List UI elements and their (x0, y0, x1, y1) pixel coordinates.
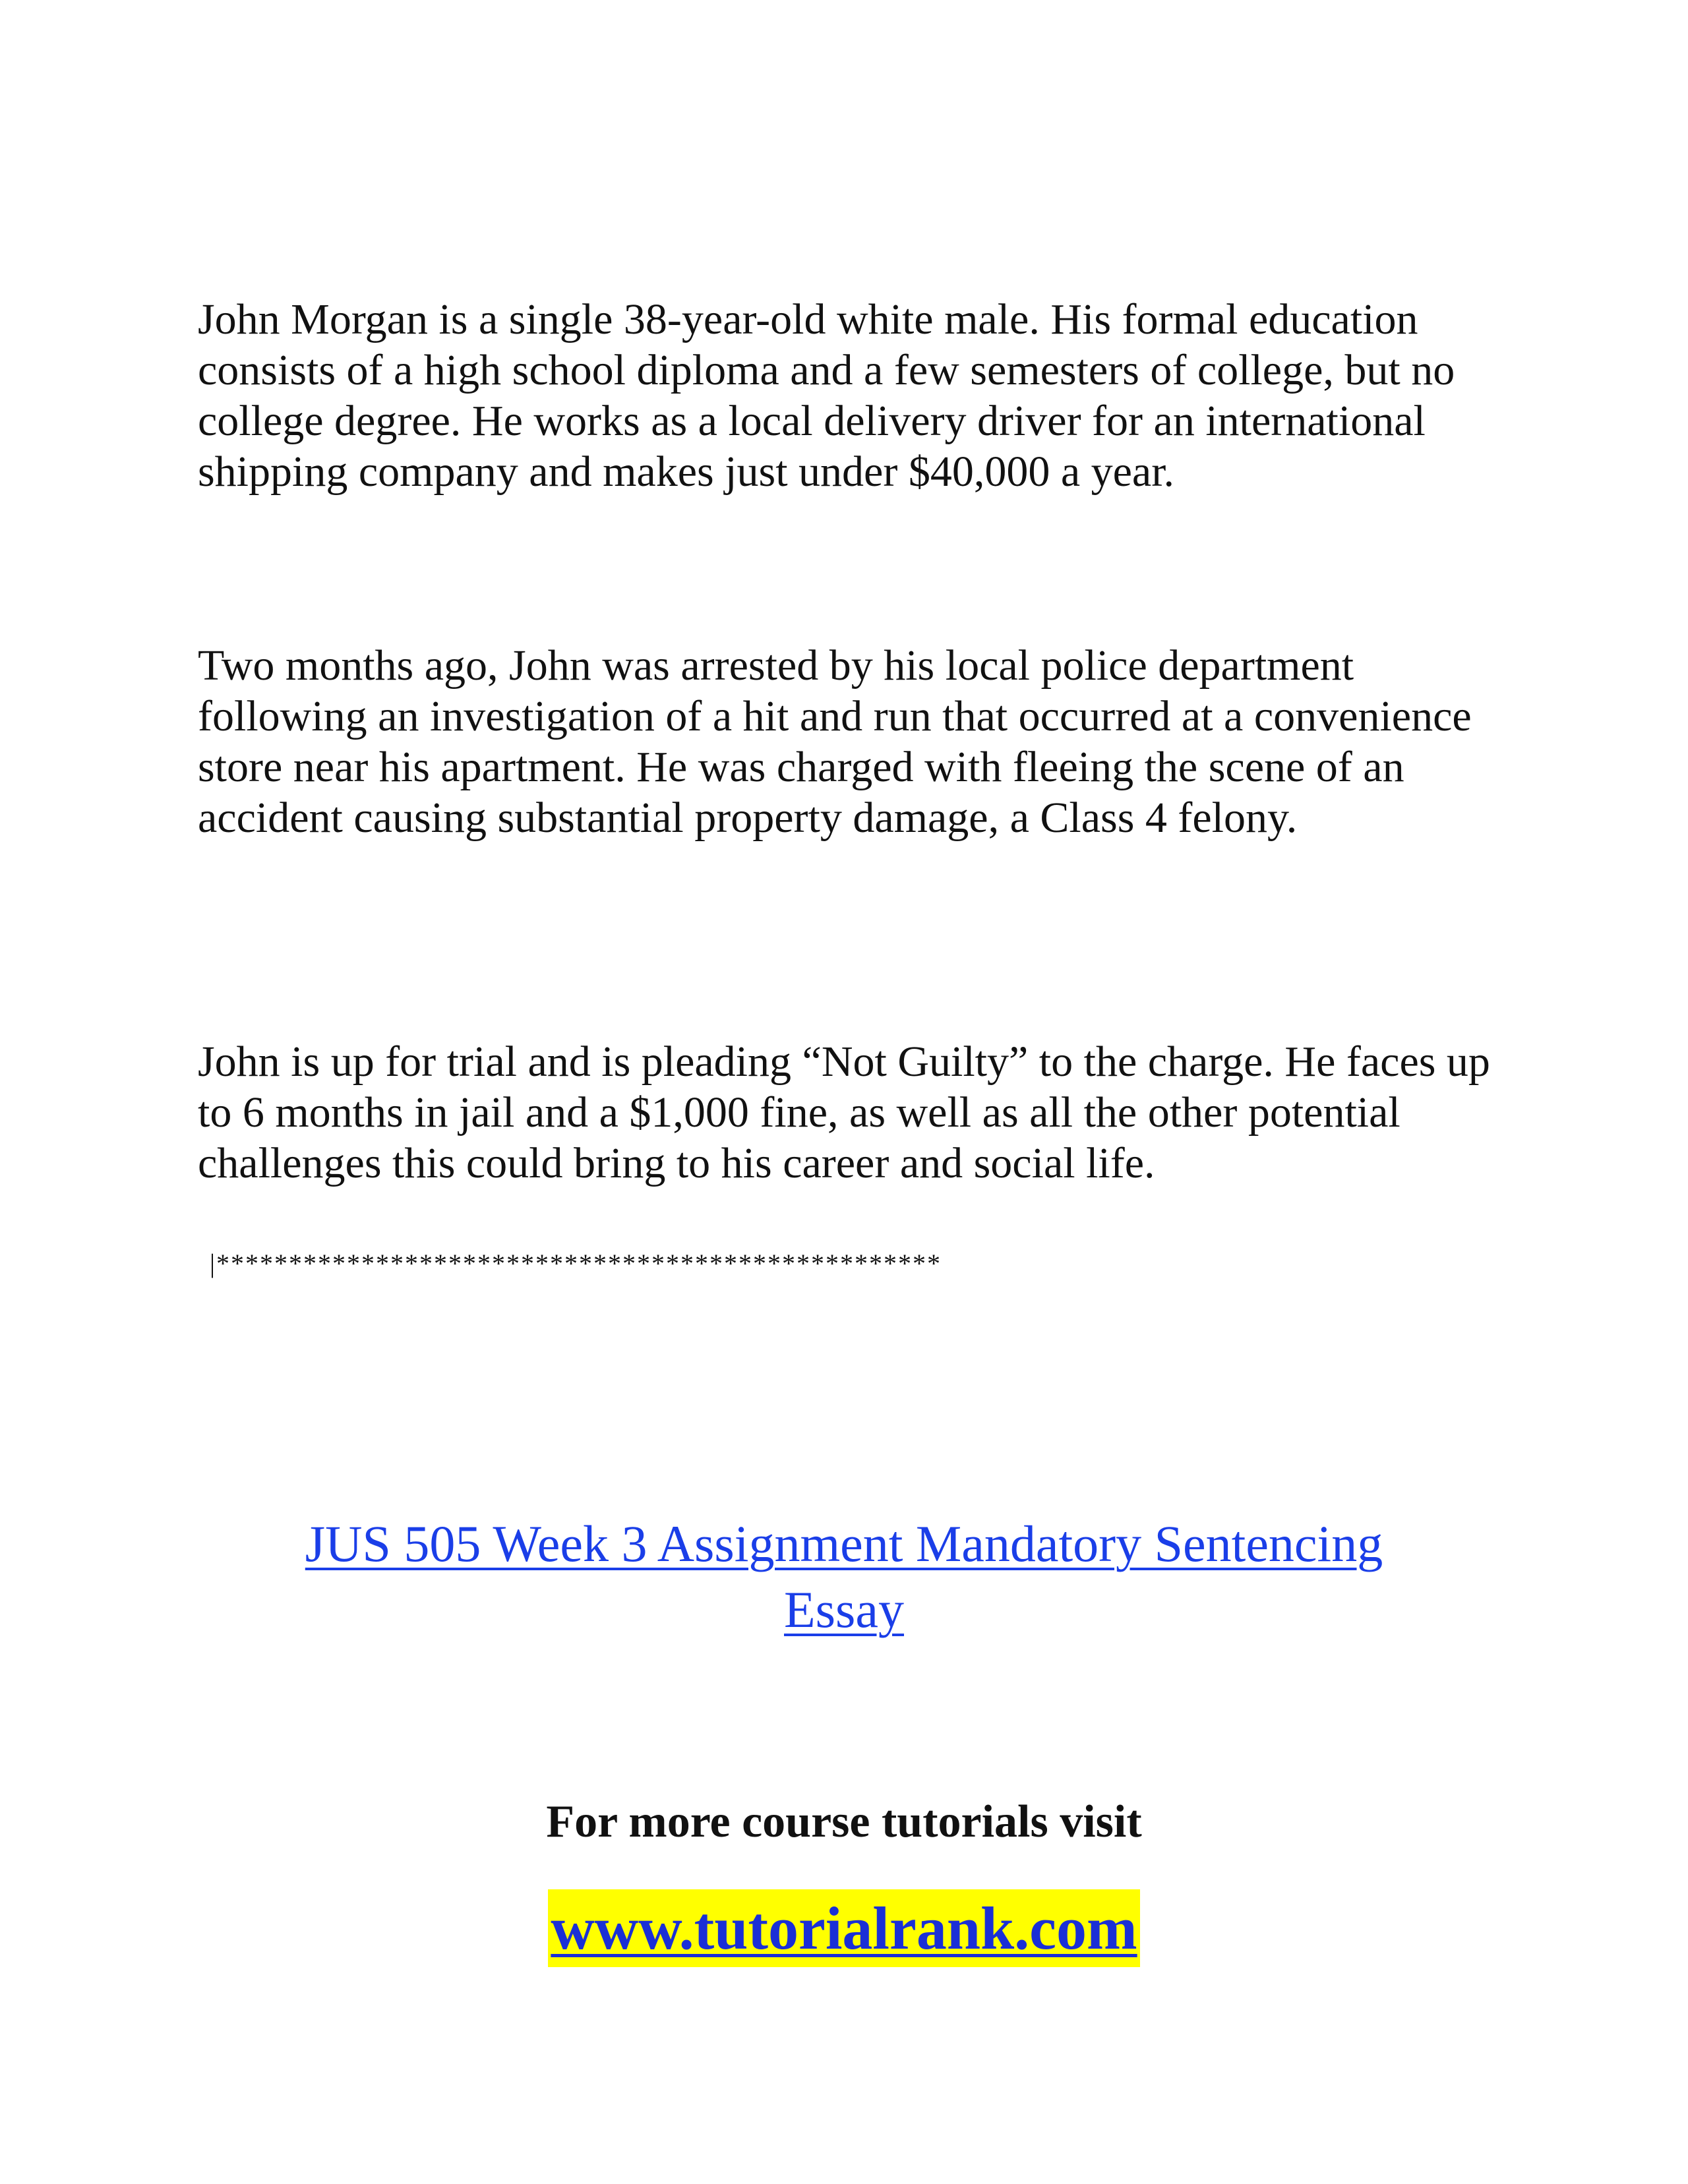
site-link-wrapper (0, 1889, 1688, 1967)
tutorials-cta-text: For more course tutorials visit (546, 1796, 1142, 1847)
assignment-title-link[interactable] (198, 1511, 1490, 1643)
paragraph-arrest: Two months ago, John was arrested by his local police department following an investigation of a hit and run that occurred at a convenience store near his apartment. He was charged with fleeing the scene of an accident causing substantial property damage, a Class 4 felony. (198, 641, 1472, 842)
asterisk-separator: |************************************************** (210, 1249, 942, 1278)
paragraph-intro: John Morgan is a single 38-year-old white male. His formal education consists of a high school diploma and a few semesters of college, but no college degree. He works as a local delivery driver for an international shipping company and makes just under $40,000 a year. (198, 295, 1455, 496)
paragraph-trial: John is up for trial and is pleading “Not Guilty” to the charge. He faces up to 6 months in jail and a $1,000 fine, as well as all the other potential challenges this could bring to his career and social life. (198, 1038, 1490, 1187)
tutorialrank-site-link[interactable]: www.tutorialrank.com (548, 1889, 1139, 1967)
assignment-title-line2: Essay (784, 1581, 904, 1638)
assignment-title-line1: JUS 505 Week 3 Assignment Mandatory Sentencing (305, 1515, 1383, 1572)
